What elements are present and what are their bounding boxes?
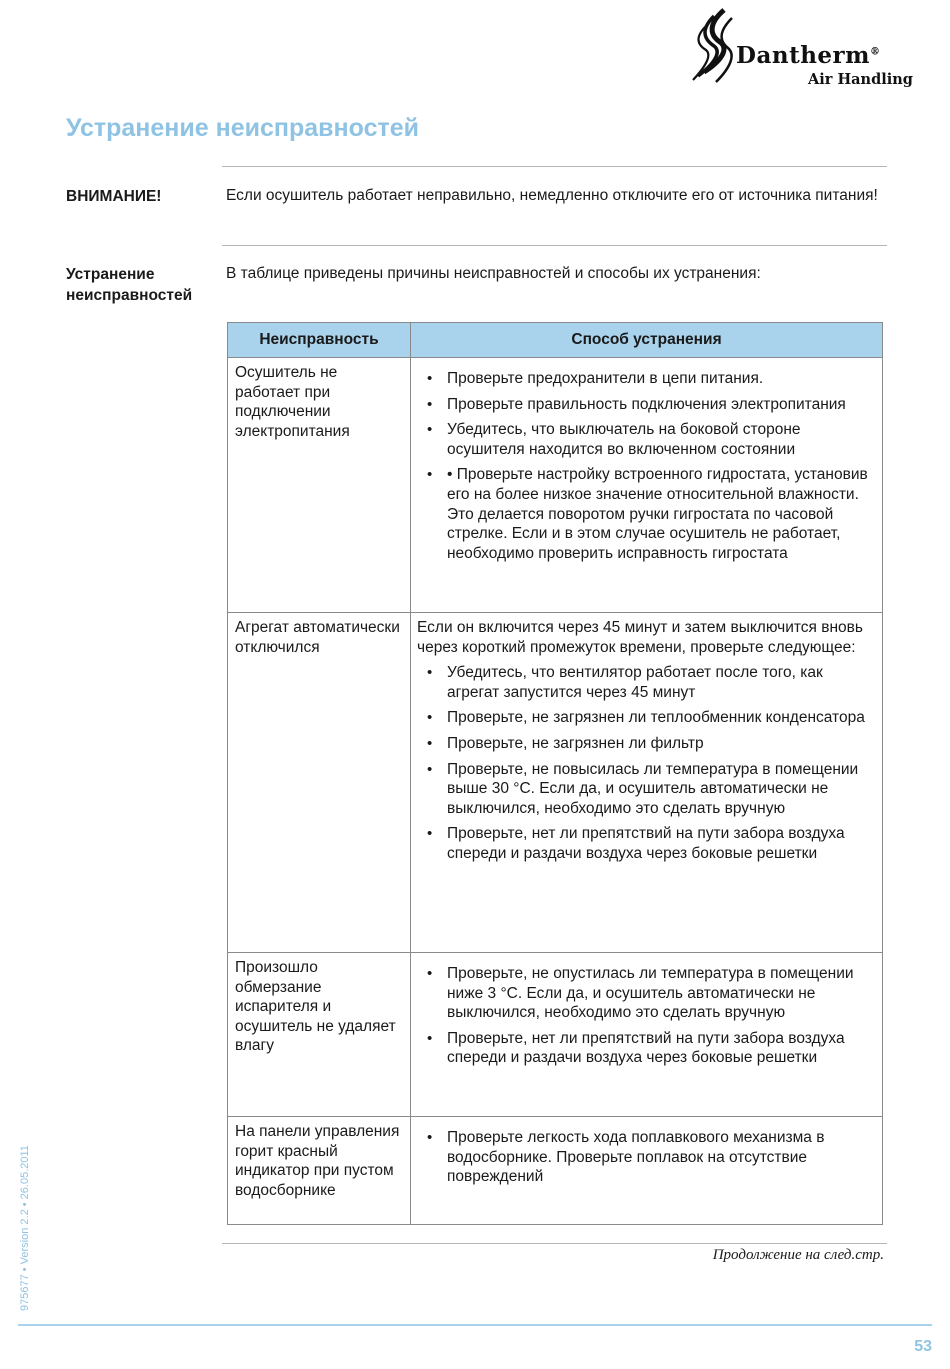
remedy-list: [417, 964, 874, 1068]
list-item: • Проверьте правильность подключения электропитания: [417, 395, 874, 415]
remedy-cell: [411, 358, 883, 613]
table-row: [228, 358, 883, 613]
table-header-row: [228, 323, 883, 358]
divider: [222, 166, 887, 167]
fault-cell: Агрегат автоматически отключился: [228, 613, 411, 953]
page-title: Устранение неисправностей: [66, 114, 420, 142]
page-number: 53: [914, 1338, 932, 1355]
list-item: • Убедитесь, что выключатель на боковой стороне осушителя находится во включенном состоянии: [417, 420, 874, 459]
table-row: [228, 1117, 883, 1225]
remedy-intro: Если он включится через 45 минут и затем выключится вновь через короткий промежуток времени, проверьте следующее:: [417, 619, 863, 656]
list-item: • Проверьте, не повысилась ли температура в помещении выше 30 °C. Если да, и осушитель автоматически не выключился, необходимо это сделать вручную: [417, 760, 874, 819]
troubleshooting-table: [227, 322, 883, 1225]
remedy-list: [417, 663, 874, 863]
continued-note: Продолжение на след.стр.: [712, 1247, 884, 1263]
remedy-cell: [411, 1117, 883, 1225]
list-item: • Проверьте, не опустилась ли температура в помещении ниже 3 °C. Если да, и осушитель автоматически не выключился, необходимо это сделать вручную: [417, 964, 874, 1023]
fault-cell: Произошло обмерзание испарителя и осушитель не удаляет влагу: [228, 953, 411, 1117]
table-row: [228, 613, 883, 953]
air-swirl-icon: [690, 8, 740, 88]
list-item: • Проверьте, не загрязнен ли фильтр: [417, 734, 874, 754]
list-item: • Убедитесь, что вентилятор работает после того, как агрегат запустится через 45 минут: [417, 663, 874, 702]
document-version: 975677 • Version 2.2 • 26.05.2011: [19, 1145, 31, 1311]
troubleshooting-label: Устранение неисправностей: [66, 266, 193, 304]
troubleshooting-intro: В таблице приведены причины неисправностей и способы их устранения:: [226, 265, 761, 282]
remedy-list: [417, 369, 874, 563]
divider: [222, 245, 887, 246]
footer-line: [18, 1324, 932, 1326]
warning-text: Если осушитель работает неправильно, немедленно отключите его от источника питания!: [226, 187, 878, 204]
list-item: • Проверьте, нет ли препятствий на пути забора воздуха спереди и раздачи воздуха через боковые решетки: [417, 1029, 874, 1068]
fault-cell: На панели управления горит красный индикатор при пустом водосборнике: [228, 1117, 411, 1225]
remedy-list: [417, 1128, 874, 1187]
dantherm-logo: [690, 8, 935, 88]
warning-label: ВНИМАНИЕ!: [66, 188, 162, 205]
list-item: • Проверьте предохранители в цепи питания.: [417, 369, 874, 389]
column-header-fault: Неисправность: [228, 323, 411, 358]
fault-cell: Осушитель не работает при подключении электропитания: [228, 358, 411, 613]
table-row: [228, 953, 883, 1117]
list-item: • Проверьте легкость хода поплавкового механизма в водосборнике. Проверьте поплавок на отсутствие повреждений: [417, 1128, 874, 1187]
list-item: • • Проверьте настройку встроенного гидростата, установив его на более низкое значение относительной влажности. Это делается поворотом ручки гигростата по часовой стрелке. Если и в этом случае осушитель не работает, необходимо проверить исправность гигростата: [417, 465, 874, 563]
divider: [222, 1243, 887, 1244]
logo-name: Dantherm®: [736, 42, 881, 69]
remedy-cell: [411, 953, 883, 1117]
list-item: • Проверьте, не загрязнен ли теплообменник конденсатора: [417, 708, 874, 728]
column-header-remedy: Способ устранения: [411, 323, 883, 358]
remedy-cell: [411, 613, 883, 953]
logo-subtitle: Air Handling: [808, 71, 913, 88]
list-item: • Проверьте, нет ли препятствий на пути забора воздуха спереди и раздачи воздуха через боковые решетки: [417, 824, 874, 863]
